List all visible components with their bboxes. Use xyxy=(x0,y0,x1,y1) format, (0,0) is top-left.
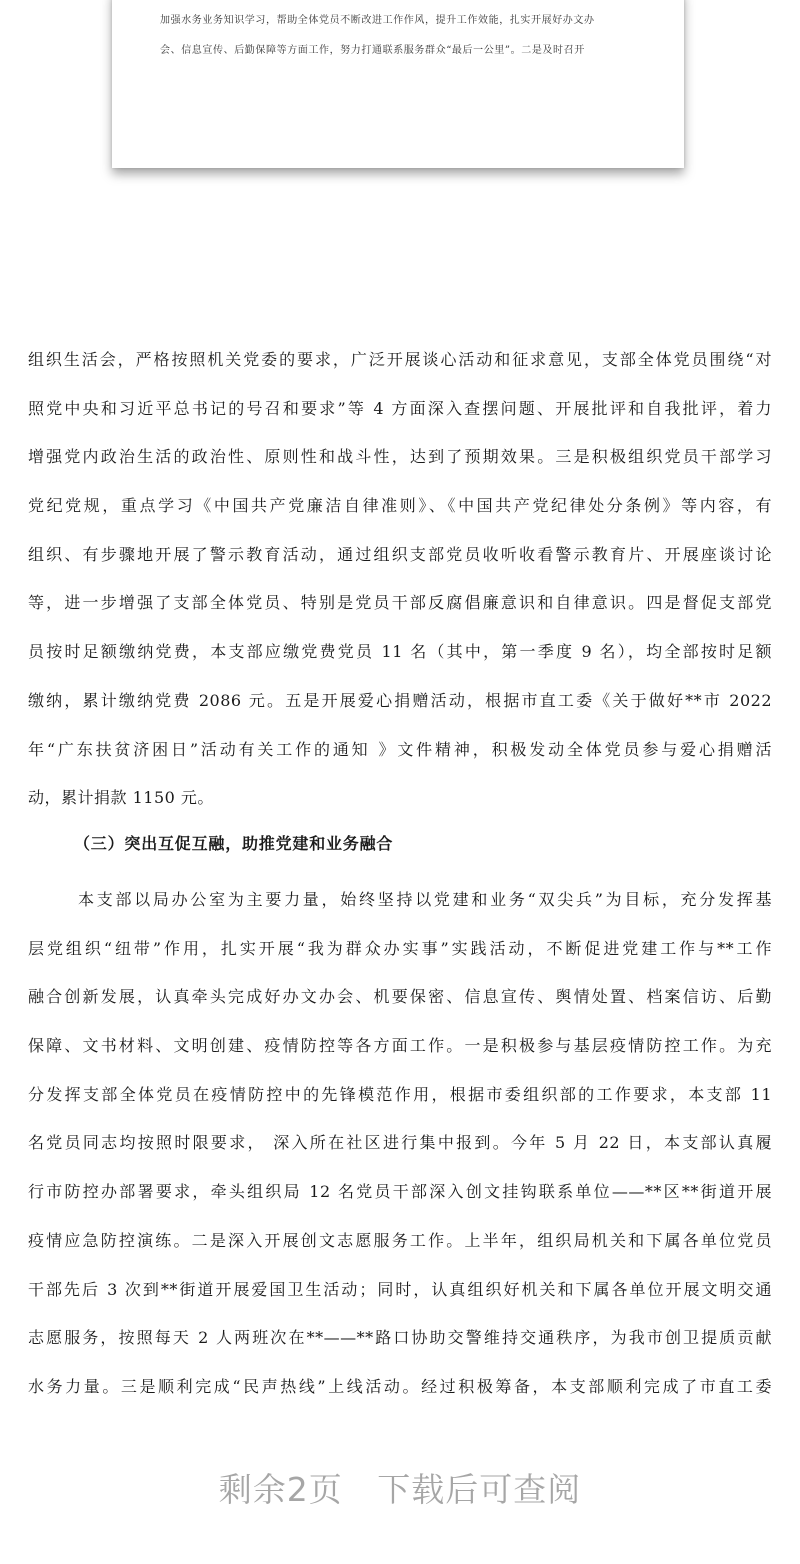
preview-line-2: 会、信息宣传、后勤保障等方面工作，努力打通联系服务群众“最后一公里”。二是及时召开 xyxy=(160,45,585,56)
paragraph-1 xyxy=(28,336,772,823)
text-line: 缴纳，累计缴纳党费 2086 元。五是开展爱心捐赠活动，根据市直工委《关于做好**市 2022 xyxy=(28,690,772,710)
text-line: 等，进一步增强了支部全体党员、特别是党员干部反腐倡廉意识和自律意识。四是督促支部党 xyxy=(28,593,772,613)
text-line: 员按时足额缴纳党费，本支部应缴党费党员 11 名（其中，第一季度 9 名），均全部按时足额 xyxy=(28,642,772,662)
text-line: 保障、文书材料、文明创建、疫情防控等各方面工作。一是积极参与基层疫情防控工作。为充 xyxy=(28,1036,772,1056)
text-line: 水务力量。三是顺利完成“民声热线”上线活动。经过积极筹备，本支部顺利完成了市直工委 xyxy=(28,1376,772,1396)
text-line: 行市防控办部署要求，牵头组织局 12 名党员干部深入创文挂钩联系单位——**区**街道开展 xyxy=(28,1182,772,1202)
text-line: 层党组织“纽带”作用，扎实开展“我为群众办实事”实践活动，不断促进党建工作与**工作 xyxy=(28,938,772,958)
text-line: 组织生活会，严格按照机关党委的要求，广泛开展谈心活动和征求意见，支部全体党员围绕“对 xyxy=(28,350,772,369)
paragraph-2 xyxy=(28,876,772,1412)
text-line: 年“广东扶贫济困日”活动有关工作的通知 》文件精神，积极发动全体党员参与爱心捐赠活 xyxy=(28,739,772,759)
text-line: 动，累计捐款 1150 元。 xyxy=(28,788,214,808)
section-heading: （三）突出互促互融，助推党建和业务融合 xyxy=(74,834,394,853)
text-line: 增强党内政治生活的政治性、原则性和战斗性，达到了预期效果。三是积极组织党员干部学习 xyxy=(28,447,772,467)
text-line: 疫情应急防控演练。二是深入开展创文志愿服务工作。上半年，组织局机关和下属各单位党员 xyxy=(28,1230,772,1250)
text-line: 融合创新发展，认真牵头完成好办文办会、机要保密、信息宣传、舆情处置、档案信访、后勤 xyxy=(28,987,772,1007)
preview-line-1: 加强水务业务知识学习，帮助全体党员不断改进工作作风，提升工作效能，扎实开展好办文办 xyxy=(160,15,595,26)
preview-page-card xyxy=(112,0,684,168)
text-line: 分发挥支部全体党员在疫情防控中的先锋模范作用，根据市委组织部的工作要求，本支部 11 xyxy=(28,1084,772,1104)
text-line: 党纪党规，重点学习《中国共产党廉洁自律准则》、《中国共产党纪律处分条例》等内容，有 xyxy=(28,496,772,516)
text-line: 志愿服务，按照每天 2 人两班次在**——**路口协助交警维持交通秩序，为我市创卫提质贡献 xyxy=(28,1328,772,1348)
text-line: 照党中央和习近平总书记的号召和要求”等 4 方面深入查摆问题、开展批评和自我批评，着力 xyxy=(28,398,772,418)
text-line: 名党员同志均按照时限要求， 深入所在社区进行集中报到。今年 5 月 22 日，本支部认真履 xyxy=(28,1133,772,1153)
text-line: 干部先后 3 次到**街道开展爱国卫生活动；同时，认真组织好机关和下属各单位开展文明交通 xyxy=(28,1279,772,1299)
text-line: 组织、有步骤地开展了警示教育活动，通过组织支部党员收听收看警示教育片、开展座谈讨论 xyxy=(28,544,772,564)
remaining-pages-notice[interactable]: 剩余2页 下载后可查阅 xyxy=(218,1470,582,1509)
text-line: 本支部以局办公室为主要力量，始终坚持以党建和业务“双尖兵”为目标，充分发挥基 xyxy=(78,890,772,909)
